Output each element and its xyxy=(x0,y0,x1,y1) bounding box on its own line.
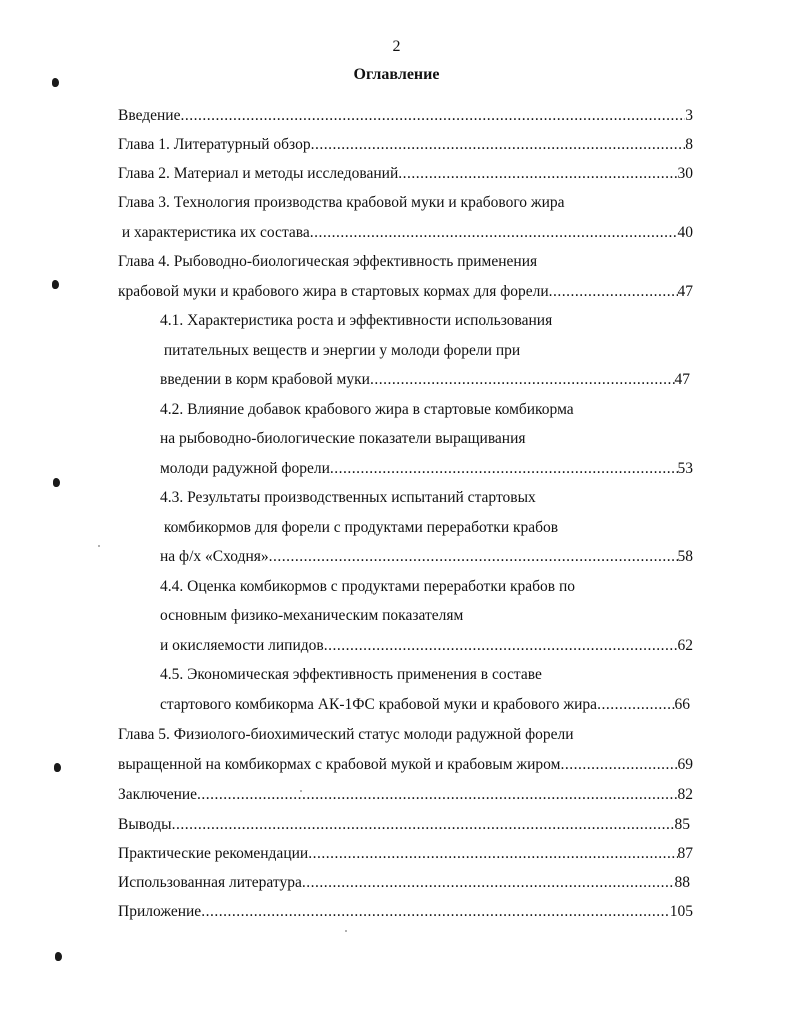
toc-entry-page: 3 xyxy=(685,107,693,124)
toc-entry xyxy=(160,341,520,361)
scan-speck xyxy=(300,790,302,792)
toc-entry xyxy=(160,311,552,331)
toc-entry-page: 69 xyxy=(677,756,693,773)
toc-entry xyxy=(118,223,693,243)
toc-entry-text: Приложение xyxy=(118,903,202,920)
dot-leader xyxy=(370,370,675,390)
toc-entry xyxy=(160,370,690,390)
toc-entry xyxy=(160,695,690,715)
toc-entry-text: на рыбоводно-биологические показатели выращивания xyxy=(160,430,526,447)
toc-entry-text: Использованная литература xyxy=(118,874,302,891)
scan-blot xyxy=(52,280,59,289)
toc-entry xyxy=(160,577,575,597)
toc-entry-text: Заключение xyxy=(118,786,198,803)
scan-blot xyxy=(53,478,60,487)
toc-entry xyxy=(160,547,693,567)
toc-entry-text: 4.4. Оценка комбикормов с продуктами переработки крабов по xyxy=(160,578,576,595)
toc-entry-text: питательных веществ и энергии у молоди форели при xyxy=(160,342,521,359)
toc-entry xyxy=(160,606,463,626)
toc-entry-text: Глава 4. Рыбоводно-биологическая эффективность применения xyxy=(118,253,538,270)
dot-leader xyxy=(172,815,675,835)
toc-entry xyxy=(118,725,574,745)
toc-entry xyxy=(118,164,693,184)
toc-entry xyxy=(160,400,574,420)
toc-entry-text: выращенной на комбикормах с крабовой мукой и крабовым жиром xyxy=(118,756,561,773)
toc-entry-page: 105 xyxy=(669,903,693,920)
toc-entry-page: 53 xyxy=(677,460,693,477)
toc-entry xyxy=(118,282,693,302)
toc-entry xyxy=(118,193,565,213)
toc-entry-text: 4.5. Экономическая эффективность применения в составе xyxy=(160,666,542,683)
toc-entry-page: 40 xyxy=(677,224,693,241)
dot-leader xyxy=(302,873,675,893)
toc-entry xyxy=(118,844,693,864)
dot-leader xyxy=(197,785,677,805)
toc-entry xyxy=(118,873,690,893)
toc-entry-text: крабовой муки и крабового жира в стартовых кормах для форели xyxy=(118,283,549,300)
toc-entry-page: 47 xyxy=(674,371,690,388)
toc-entry-page: 66 xyxy=(674,696,690,713)
toc-entry-text: Глава 5. Физиолого-биохимический статус молоди радужной форели xyxy=(118,726,574,743)
toc-entry-text: на ф/х «Сходня» xyxy=(160,548,269,565)
dot-leader xyxy=(324,636,678,656)
toc-entry-page: 30 xyxy=(677,165,693,182)
toc-entry-page: 47 xyxy=(677,283,693,300)
dot-leader xyxy=(330,459,678,479)
toc-entry-page: 58 xyxy=(677,548,693,565)
toc-entry-text: Выводы xyxy=(118,816,172,833)
page-number: 2 xyxy=(392,38,401,55)
toc-entry-text: Практические рекомендации xyxy=(118,845,309,862)
dot-leader xyxy=(180,106,685,126)
scan-blot xyxy=(52,78,59,87)
toc-entry-text: основным физико-механическим показателям xyxy=(160,607,464,624)
toc-title: Оглавление xyxy=(353,66,440,83)
dot-leader xyxy=(560,755,677,775)
toc-entry-text: 4.2. Влияние добавок крабового жира в стартовые комбикорма xyxy=(160,401,574,418)
scan-blot xyxy=(54,763,61,772)
toc-entry-text: и окисляемости липидов xyxy=(160,637,324,654)
toc-entry xyxy=(160,636,693,656)
toc-entry-text: Введение xyxy=(118,107,181,124)
dot-leader xyxy=(549,282,678,302)
scan-blot xyxy=(55,952,62,961)
toc-entry xyxy=(160,459,693,479)
toc-entry-text: Глава 1. Литературный обзор xyxy=(118,136,311,153)
toc-entry-page: 87 xyxy=(677,845,693,862)
toc-entry-page: 82 xyxy=(677,786,693,803)
scan-speck xyxy=(345,930,347,932)
toc-entry xyxy=(118,106,693,126)
toc-entry-page: 85 xyxy=(674,816,690,833)
toc-entry xyxy=(160,429,526,449)
toc-entry xyxy=(118,135,693,155)
dot-leader xyxy=(308,844,677,864)
toc-entry-text: Глава 3. Технология производства крабовой муки и крабового жира xyxy=(118,194,565,211)
dot-leader xyxy=(310,223,678,243)
toc-entry xyxy=(118,902,693,922)
toc-entry-page: 62 xyxy=(677,637,693,654)
toc-entry-text: 4.1. Характеристика роста и эффективности использования xyxy=(160,312,553,329)
toc-entry-text: 4.3. Результаты производственных испытаний стартовых xyxy=(160,489,536,506)
dot-leader xyxy=(311,135,686,155)
toc-entry xyxy=(118,815,690,835)
toc-entry xyxy=(118,785,693,805)
toc-entry-text: введении в корм крабовой муки xyxy=(160,371,370,388)
toc-entry-page: 8 xyxy=(685,136,693,153)
toc-entry-text: Глава 2. Материал и методы исследований xyxy=(118,165,399,182)
toc-entry-text: комбикормов для форели с продуктами переработки крабов xyxy=(160,519,559,536)
dot-leader xyxy=(398,164,677,184)
toc-entry-text: молоди радужной форели xyxy=(160,460,330,477)
dot-leader xyxy=(201,902,670,922)
dot-leader xyxy=(597,695,674,715)
toc-entry-text: стартового комбикорма АК-1ФС крабовой муки и крабового жира xyxy=(160,696,598,713)
toc-entry xyxy=(118,755,693,775)
toc-entry-text: и характеристика их состава xyxy=(118,224,310,241)
toc-entry-page: 88 xyxy=(674,874,690,891)
dot-leader xyxy=(269,547,678,567)
toc-entry xyxy=(160,665,542,685)
toc-entry xyxy=(160,488,536,508)
toc-entry xyxy=(118,252,537,272)
scan-speck xyxy=(98,545,100,547)
toc-entry xyxy=(160,518,558,538)
